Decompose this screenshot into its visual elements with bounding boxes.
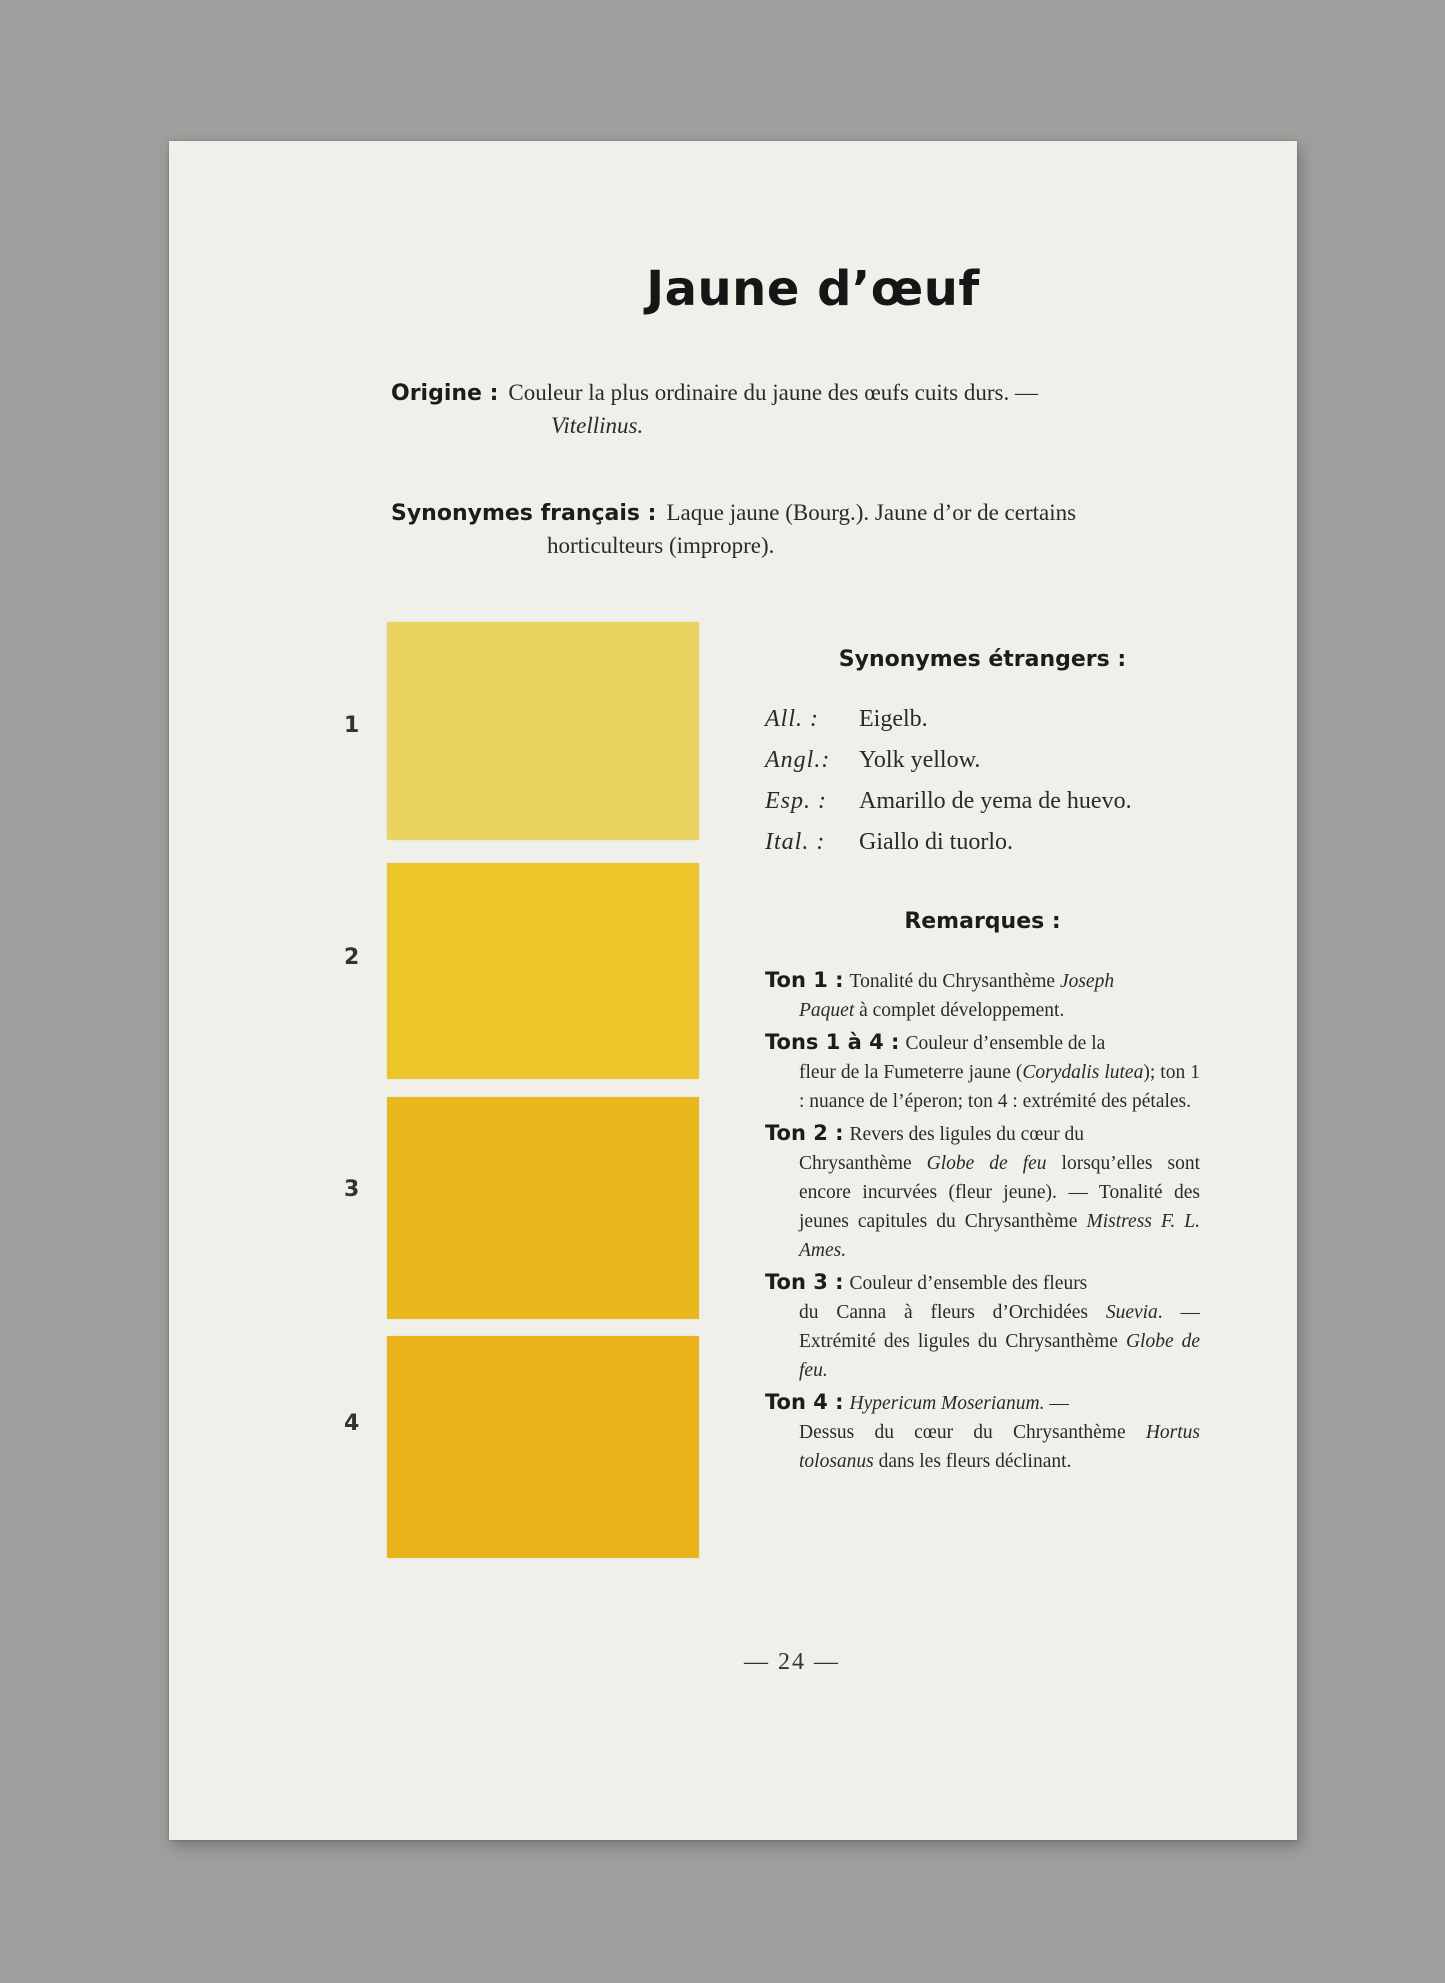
remark-text: —	[1044, 1393, 1069, 1414]
remark-text: dans les fleurs déclinant.	[873, 1451, 1072, 1472]
remark-item	[765, 1268, 1200, 1385]
remark-text: Tonalité du Chrysanthème	[849, 971, 1060, 992]
remark-item	[765, 1028, 1200, 1116]
remark-text: Mistress F. L. Ames.	[799, 1211, 1200, 1261]
synonymes-francais-line1: Laque jaune (Bourg.). Jaune d’or de certains	[666, 500, 1077, 525]
remark-text: lorsqu’elles sont encore incurvées (fleur jeune). — Tonalité des jeunes capitules du Chrysanthème	[799, 1153, 1201, 1232]
swatch-number: 4	[344, 1411, 360, 1436]
list-item	[765, 740, 1132, 781]
color-swatch-2	[387, 863, 699, 1079]
remark-text: fleur de la Fumeterre jaune (	[799, 1062, 1023, 1083]
page-number: — 24 —	[744, 1649, 840, 1675]
swatch-number: 1	[344, 713, 360, 738]
remark-text: Suevia	[1105, 1302, 1158, 1323]
language-abbr: Angl.:	[765, 747, 831, 773]
remark-label: Ton 2 :	[765, 1121, 844, 1145]
remark-label: Ton 1 :	[765, 968, 844, 992]
synonymes-etrangers-list	[765, 699, 1132, 863]
synonym-value: Amarillo de yema de huevo.	[859, 788, 1132, 814]
language-abbr: Ital. :	[765, 829, 826, 855]
synonym-value: Giallo di tuorlo.	[859, 829, 1013, 855]
remark-label: Ton 3 :	[765, 1270, 844, 1294]
remark-text: du Canna à fleurs d’Orchidées	[799, 1302, 1106, 1323]
remark-first-line	[765, 1028, 1200, 1058]
synonymes-francais-label: Synonymes français :	[391, 501, 657, 526]
synonym-value: Yolk yellow.	[859, 747, 981, 773]
synonymes-francais-section	[391, 497, 1221, 562]
remarques-heading: Remarques :	[904, 909, 1061, 934]
page-title: Jaune d’œuf	[646, 261, 980, 317]
language-abbr: Esp. :	[765, 788, 827, 814]
remark-text: Corydalis lutea	[1022, 1062, 1144, 1083]
remark-text: Dessus du cœur du Chrysanthème	[799, 1422, 1146, 1443]
color-swatch-3	[387, 1097, 699, 1319]
origine-latin: Vitellinus.	[551, 413, 644, 438]
remark-item	[765, 1119, 1200, 1265]
color-swatch-4	[387, 1336, 699, 1558]
remark-text: Couleur d’ensemble de la	[905, 1033, 1106, 1054]
remark-text: . — Extrémité des ligules du Chrysanthème	[799, 1302, 1200, 1352]
origine-text: Couleur la plus ordinaire du jaune des œufs cuits durs. —	[508, 380, 1038, 405]
remark-text: Hypericum Moserianum.	[849, 1393, 1045, 1414]
remark-first-line	[765, 1119, 1200, 1149]
remark-text: Chrysanthème	[799, 1153, 927, 1174]
remark-continuation	[765, 1149, 1200, 1265]
remark-item	[765, 966, 1200, 1025]
remark-continuation	[765, 996, 1200, 1025]
list-item	[765, 822, 1132, 863]
swatch-number: 2	[344, 945, 360, 970]
remark-continuation	[765, 1418, 1200, 1476]
remark-text: Revers des ligules du cœur du	[849, 1124, 1085, 1145]
remark-text: Joseph	[1059, 971, 1115, 992]
remark-first-line	[765, 966, 1200, 996]
origine-section	[391, 377, 1221, 442]
remark-text: Globe de feu	[926, 1153, 1047, 1174]
remark-item	[765, 1388, 1200, 1476]
language-abbr: All. :	[765, 706, 819, 732]
remark-continuation	[765, 1058, 1200, 1116]
remark-first-line	[765, 1268, 1200, 1298]
remark-first-line	[765, 1388, 1200, 1418]
remark-label: Tons 1 à 4 :	[765, 1030, 900, 1054]
remark-text: Paquet	[799, 1000, 855, 1021]
remark-text: Globe de feu.	[799, 1331, 1201, 1381]
remark-text: Hortus tolosanus	[799, 1422, 1200, 1472]
swatch-number: 3	[344, 1177, 360, 1202]
remark-continuation	[765, 1298, 1200, 1385]
synonymes-francais-line2: horticulteurs (impropre).	[547, 533, 775, 558]
remark-label: Ton 4 :	[765, 1390, 844, 1414]
list-item	[765, 699, 1132, 740]
remarques-list	[765, 966, 1200, 1479]
remark-text: Couleur d’ensemble des fleurs	[849, 1273, 1088, 1294]
synonymes-etrangers-heading: Synonymes étrangers :	[838, 647, 1127, 672]
remark-text: ); ton 1 : nuance de l’éperon; ton 4 : extrémité des pétales.	[799, 1062, 1200, 1112]
origine-label: Origine :	[391, 381, 499, 406]
list-item	[765, 781, 1132, 822]
color-swatch-1	[387, 622, 699, 840]
remark-text: à complet développement.	[854, 1000, 1065, 1021]
synonym-value: Eigelb.	[859, 706, 928, 732]
paper-sheet	[169, 141, 1297, 1840]
